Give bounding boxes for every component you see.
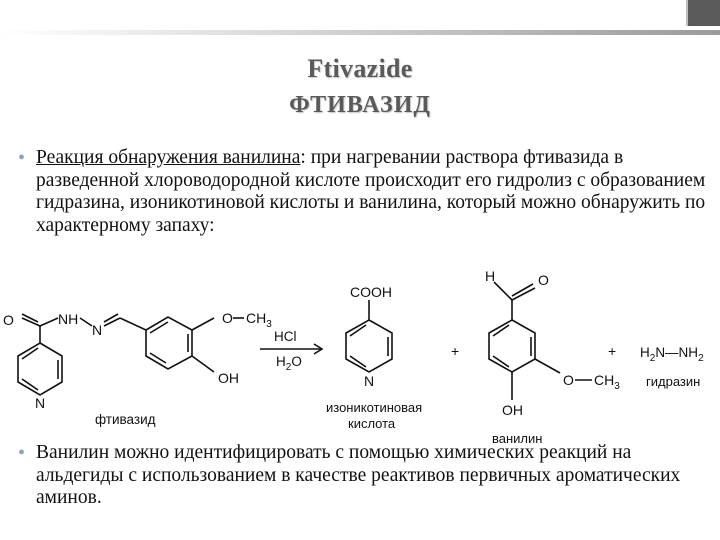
ftivazide-ring-n: N [35, 395, 46, 411]
plus-1: + [451, 343, 460, 359]
reagent-hcl: HCl [274, 329, 297, 344]
ftivazide-label: фтивазид [95, 412, 156, 427]
bullet-text: Ванилин можно идентифицировать с помощью химических реакций на альдегиды с использованием в качестве реактивов первичных ароматических аминов. [36, 442, 681, 508]
bullet-detection-reaction [18, 147, 718, 237]
vanillin-ch3: $CH_3$ [594, 372, 620, 392]
ftivazide-nh: NH [58, 311, 79, 327]
slide-title-russian: ФТИВАЗИД [289, 92, 431, 118]
isonicotinic-ring [346, 320, 392, 372]
ftivazide-carbonyl-o: O [3, 312, 14, 328]
slide-header-bar [0, 0, 720, 26]
ftivazide-ch3: $CH_3$ [246, 310, 272, 330]
hydrazine-label: гидразин [646, 374, 701, 389]
bullet-dot-icon: • [18, 147, 26, 169]
vanillin-label: ванилин [492, 431, 543, 446]
ftivazide-oh: OH [218, 370, 239, 386]
isonicotinic-label-1: изоникотиновая [326, 400, 423, 415]
vanillin-methoxy-o: O [563, 372, 574, 388]
slide-title-english: Ftivazide [307, 54, 413, 83]
ftivazide-methoxy-o: O [222, 310, 233, 326]
vanillin-o: O [538, 272, 549, 288]
reaction-scheme [0, 262, 720, 447]
plus-2: + [608, 343, 617, 359]
bullet-dot-icon: • [18, 442, 26, 464]
isonicotinic-n: N [364, 373, 375, 389]
header-bar-dark-block [688, 0, 720, 26]
bullet-vanillin-identification [18, 442, 718, 510]
bullet-lead: Реакция обнаружения ванилина [36, 147, 301, 168]
header-gradient-line [0, 30, 720, 35]
header-bar-white [0, 0, 688, 26]
reagent-water: $H_2O$ [276, 354, 302, 373]
ftivazide-n: N [92, 322, 103, 338]
hydrazine-formula: $H_2N—NH_2$ [640, 345, 704, 364]
vanillin-h: H [485, 268, 496, 284]
ftivazide-pyridine-ring [18, 343, 62, 395]
bullet-text [18, 147, 718, 237]
isonicotinic-label-2: кислота [348, 416, 396, 431]
ftivazide-benzene-ring [146, 317, 192, 369]
vanillin-ring [489, 320, 535, 372]
vanillin-oh: OH [502, 402, 523, 418]
bullet-body: : при нагревании раствора фтивазида в разведенной хлороводородной кислоте происходит его гидролиз с образованием гидразина, изоникотиновой кислоты и ванилина, который можно обнаружить по характерному запаху: [36, 147, 706, 236]
isonicotinic-cooh: COOH [350, 284, 392, 300]
